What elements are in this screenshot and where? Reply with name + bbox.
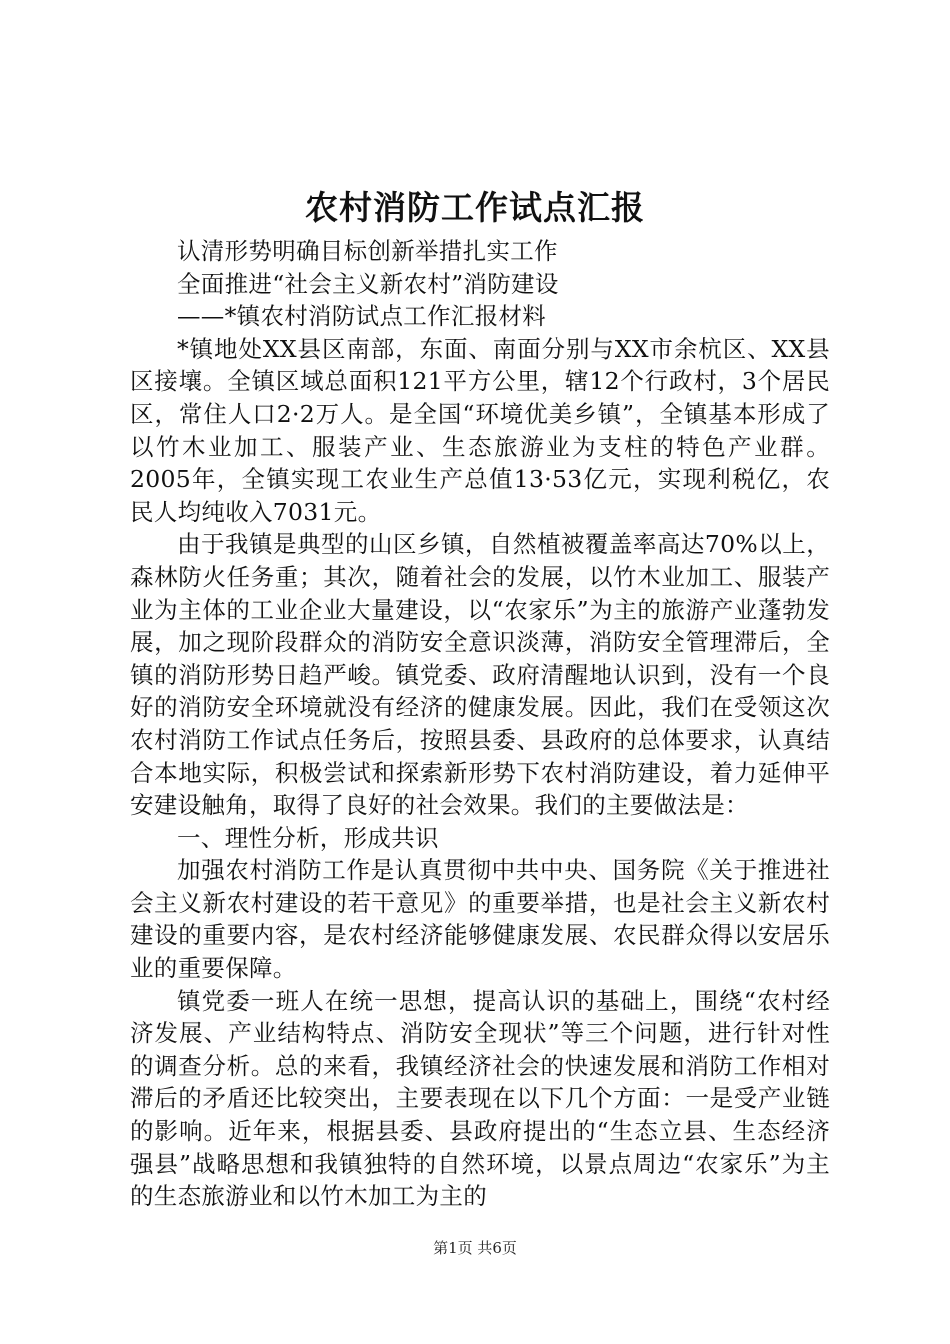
paragraph-intro: *镇地处XX县区南部，东面、南面分别与XX市余杭区、XX县区接壤。全镇区域总面积121平方公里，辖12个行政村，3个居民区，常住人口2·2万人。是全国“环境优美乡镇”，全镇基本形成了以竹木业加工、服装产业、生态旅游业为支柱的特色产业群。2005年，全镇实现工农业生产总值13·53亿元，实现利税亿，农民人均纯收入7031元。 <box>130 334 830 526</box>
paragraph-analysis: 镇党委一班人在统一思想，提高认识的基础上，围绕“农村经济发展、产业结构特点、消防安全现状”等三个问题，进行针对性的调查分析。总的来看，我镇经济社会的快速发展和消防工作相对滞后的矛盾还比较突出，主要表现在以下几个方面：一是受产业链的影响。近年来，根据县委、县政府提出的“生态立县、生态经济强县”战略思想和我镇独特的自然环境，以景点周边“农家乐”为主的生态旅游业和以竹木加工为主的 <box>130 986 830 1211</box>
section-heading-1: 一、理性分析，形成共识 <box>177 823 439 852</box>
page-footer: 第1页 共6页 <box>433 1239 517 1257</box>
paragraph-importance: 加强农村消防工作是认真贯彻中共中央、国务院《关于推进社会主义新农村建设的若干意见》的重要举措，也是社会主义新农村建设的重要内容，是农村经济能够健康发展、农民群众得以安居乐业的重要保障。 <box>130 856 830 983</box>
subtitle-line-1: 认清形势明确目标创新举措扎实工作 <box>177 237 558 265</box>
subtitle-line-3: ——*镇农村消防试点工作汇报材料 <box>177 302 547 331</box>
document-body <box>130 235 830 1213</box>
subtitle-line-2: 全面推进“社会主义新农村”消防建设 <box>177 269 559 298</box>
paragraph-background: 由于我镇是典型的山区乡镇，自然植被覆盖率高达70%以上，森林防火任务重；其次，随着社会的发展，以竹木业加工、服装产业为主体的工业企业大量建设，以“农家乐”为主的旅游产业蓬勃发展，加之现阶段群众的消防安全意识淡薄，消防安全管理滞后，全镇的消防形势日趋严峻。镇党委、政府清醒地认识到，没有一个良好的消防安全环境就没有经济的健康发展。因此，我们在受领这次农村消防工作试点任务后，按照县委、县政府的总体要求，认真结合本地实际，积极尝试和探索新形势下农村消防建设，着力延伸平安建设触角，取得了良好的社会效果。我们的主要做法是： <box>130 530 830 820</box>
document-title: 农村消防工作试点汇报 <box>305 188 645 227</box>
